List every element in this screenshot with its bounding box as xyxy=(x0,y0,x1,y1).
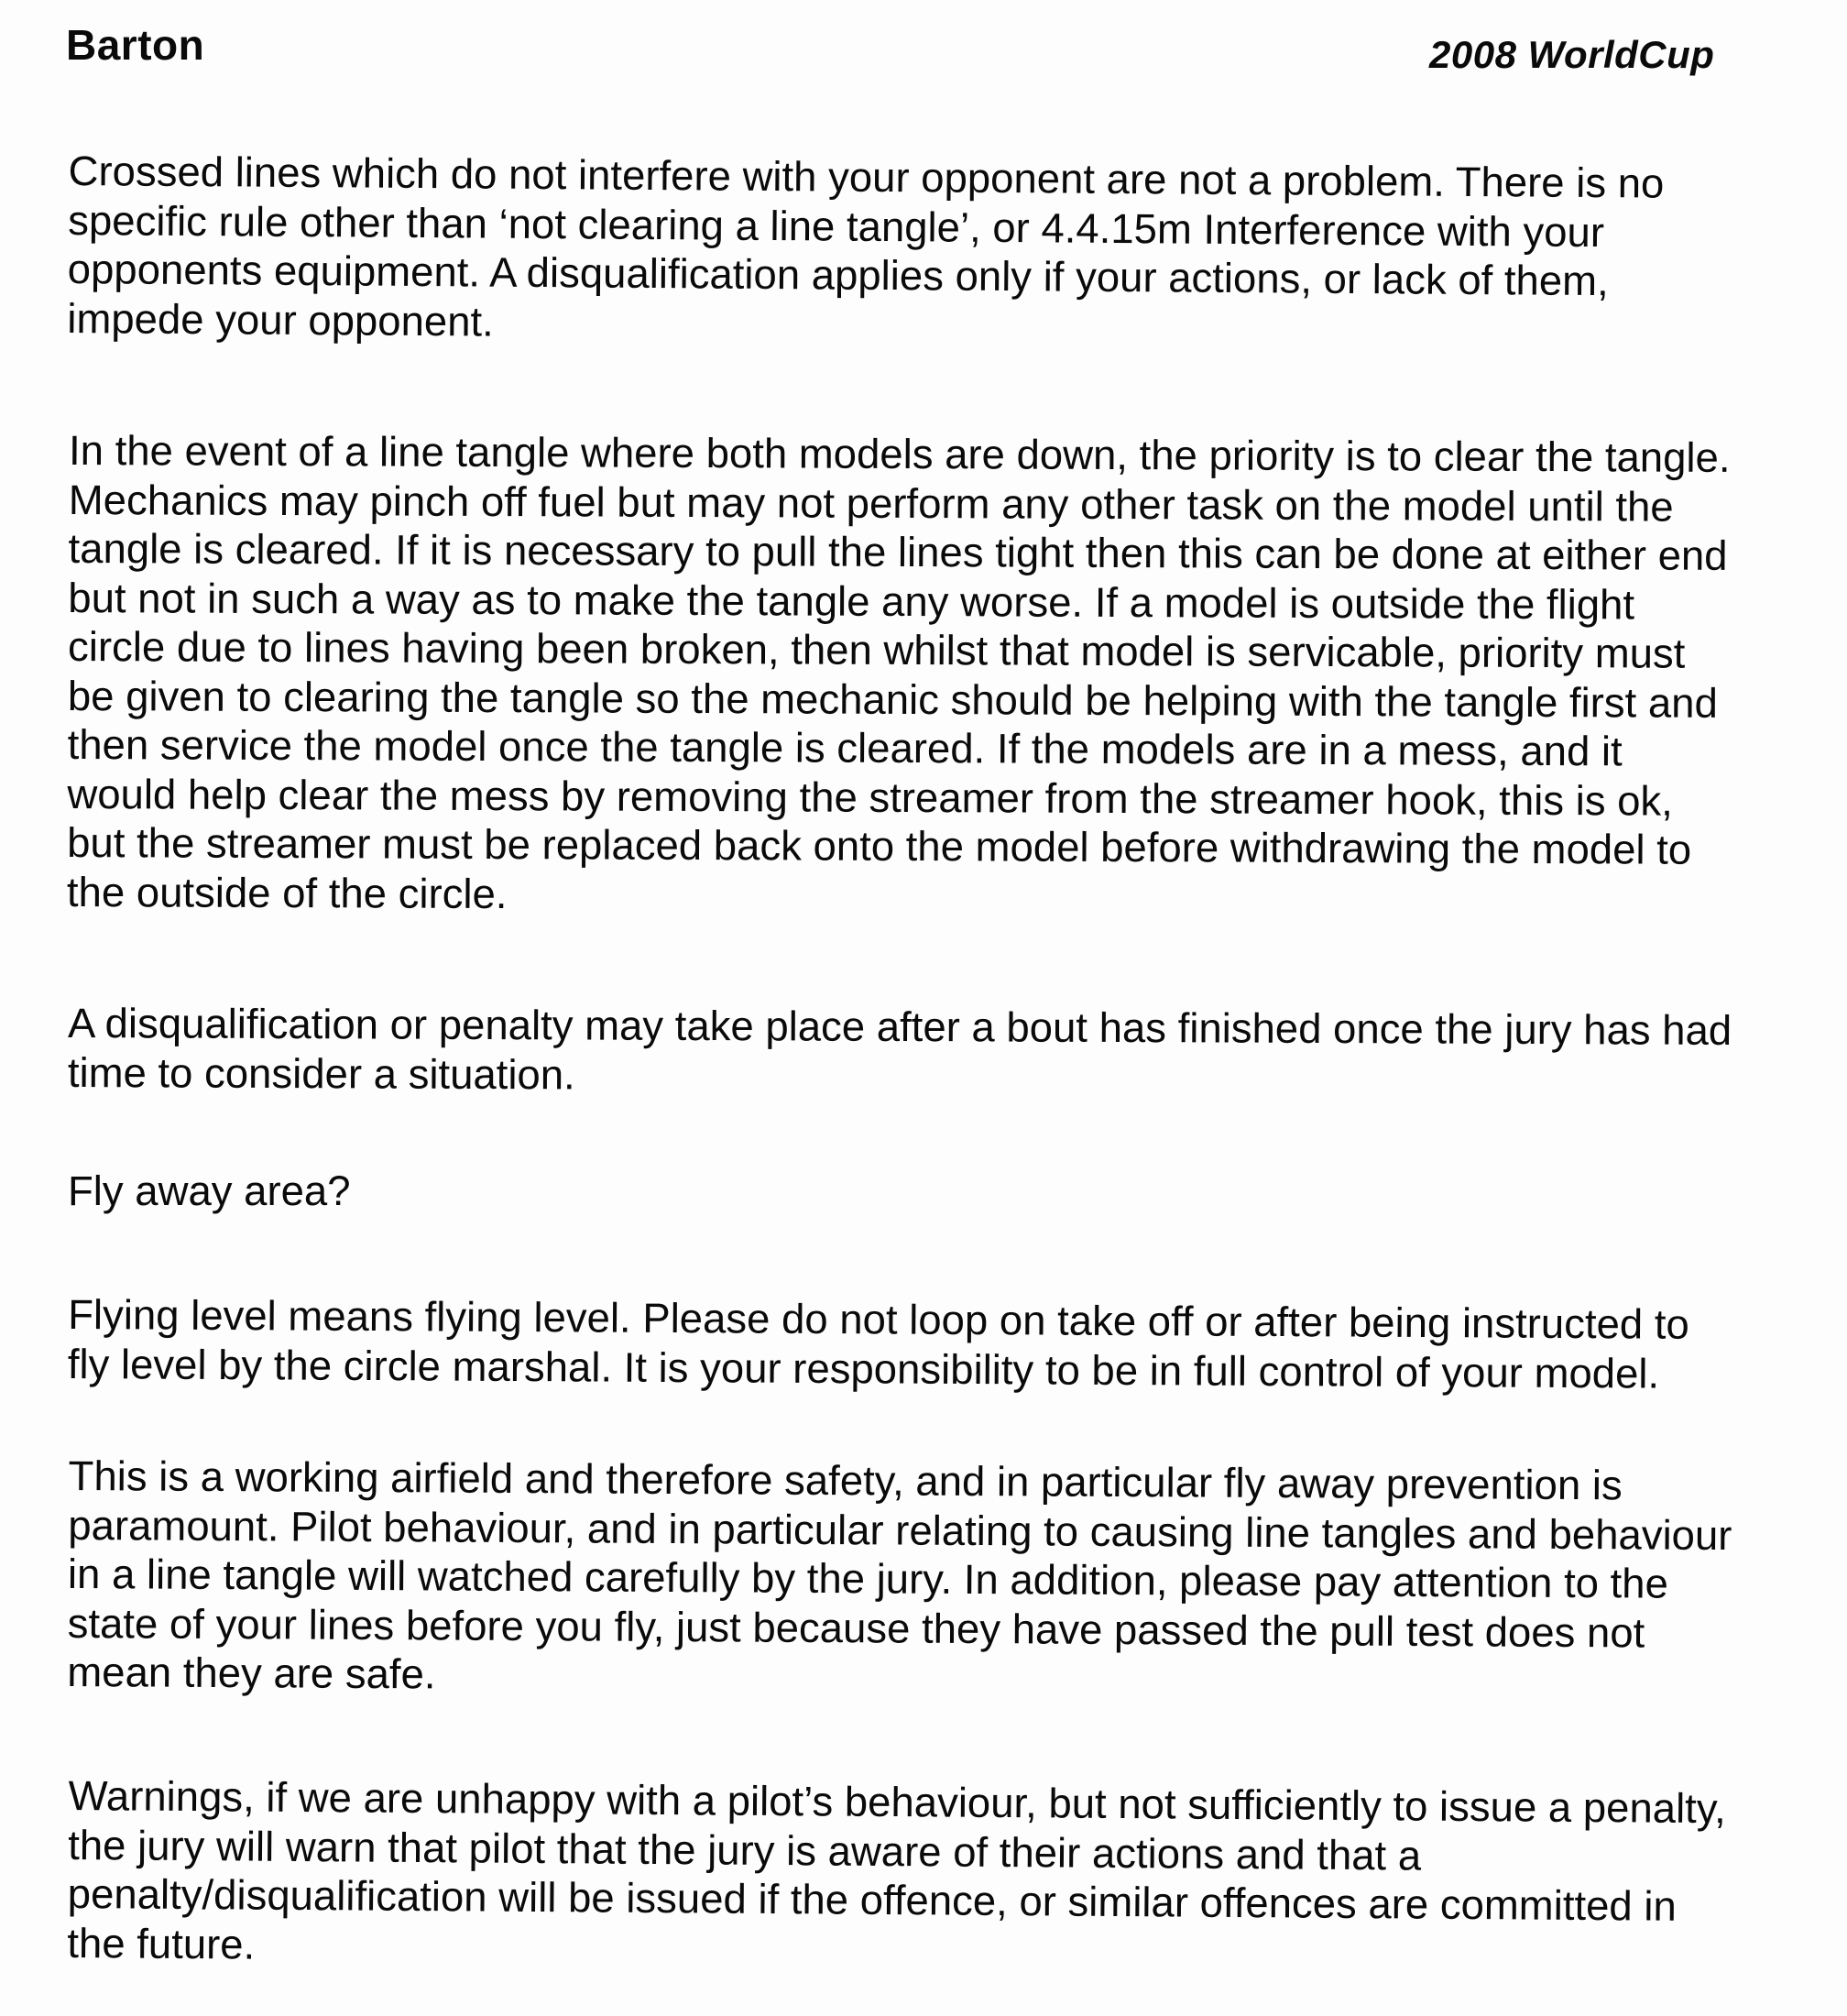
paragraph-line: the future. xyxy=(67,1919,256,1968)
paragraph-line: tangle is cleared. If it is necessary to pull the lines tight then this can be done at either end xyxy=(68,525,1728,579)
paragraph-line: Mechanics may pinch off fuel but may not perform any other task on the model until the xyxy=(68,476,1674,531)
paragraph-line: circle due to lines having been broken, then whilst that model is servicable, priority must xyxy=(68,623,1686,677)
paragraph-warnings xyxy=(67,1771,1837,1981)
paragraph-line: be given to clearing the tangle so the mechanic should be helping with the tangle first and xyxy=(67,672,1718,727)
paragraph-line: In the event of a line tangle where both models are down, the priority is to clear the tangle. xyxy=(68,427,1731,481)
paragraph-line-tangle xyxy=(67,426,1837,924)
paragraph-line: This is a working airfield and therefore safety, and in particular fly away prevention is xyxy=(68,1452,1623,1509)
paragraph-line: paramount. Pilot behaviour, and in particular relating to causing line tangles and behaviour xyxy=(68,1501,1732,1559)
paragraph-line: Warnings, if we are unhappy with a pilot’s behaviour, but not sufficiently to issue a penalty, xyxy=(68,1772,1727,1833)
paragraph-line: state of your lines before you fly, just because they have passed the pull test does not xyxy=(67,1599,1645,1657)
paragraph-line: but not in such a way as to make the tangle any worse. If a model is outside the flight xyxy=(68,574,1635,628)
paragraph-line: the jury will warn that pilot that the jury is aware of their actions and that a xyxy=(68,1821,1422,1879)
paragraph-line: the outside of the circle. xyxy=(66,868,508,917)
paragraph-line: specific rule other than ‘not clearing a line tangle’, or 4.4.15m Interference with your xyxy=(68,196,1605,256)
header-location: Barton xyxy=(66,21,205,69)
paragraph-crossed-lines xyxy=(67,147,1837,356)
paragraph-working-airfield xyxy=(67,1452,1837,1707)
paragraph-flying-level xyxy=(68,1290,1837,1399)
paragraph-line: would help clear the mess by removing the streamer from the streamer hook, this is ok, xyxy=(67,770,1673,825)
paragraph-line: then service the model once the tangle is cleared. If the models are in a mess, and it xyxy=(67,720,1623,775)
paragraph-line: Flying level means flying level. Please do not loop on take off or after being instructed to xyxy=(68,1291,1689,1348)
paragraph-line: A disqualification or penalty may take place after a bout has finished once the jury has had xyxy=(68,1000,1732,1054)
paragraph-line: in a line tangle will watched carefully by the jury. In addition, please pay attention to the xyxy=(67,1550,1669,1607)
paragraph-line: but the streamer must be replaced back onto the model before withdrawing the model to xyxy=(67,818,1692,873)
paragraph-line: time to consider a situation. xyxy=(67,1048,575,1098)
paragraph-disqualification xyxy=(68,999,1836,1104)
paragraph-line: opponents equipment. A disqualification applies only if your actions, or lack of them, xyxy=(67,245,1609,305)
header-event: 2008 WorldCup xyxy=(1429,33,1715,76)
paragraph-line: mean they are safe. xyxy=(67,1648,436,1698)
paragraph-line: Fly away area? xyxy=(68,1167,351,1214)
paragraph-line: fly level by the circle marshal. It is your responsibility to be in full control of your model. xyxy=(67,1340,1660,1397)
paragraph-fly-away-area xyxy=(68,1167,1836,1216)
paragraph-line: penalty/disqualification will be issued if the offence, or similar offences are committed in xyxy=(67,1870,1677,1930)
paragraph-line: impede your opponent. xyxy=(67,294,495,345)
paragraph-line: Crossed lines which do not interfere with your opponent are not a problem. There is no xyxy=(68,148,1665,207)
